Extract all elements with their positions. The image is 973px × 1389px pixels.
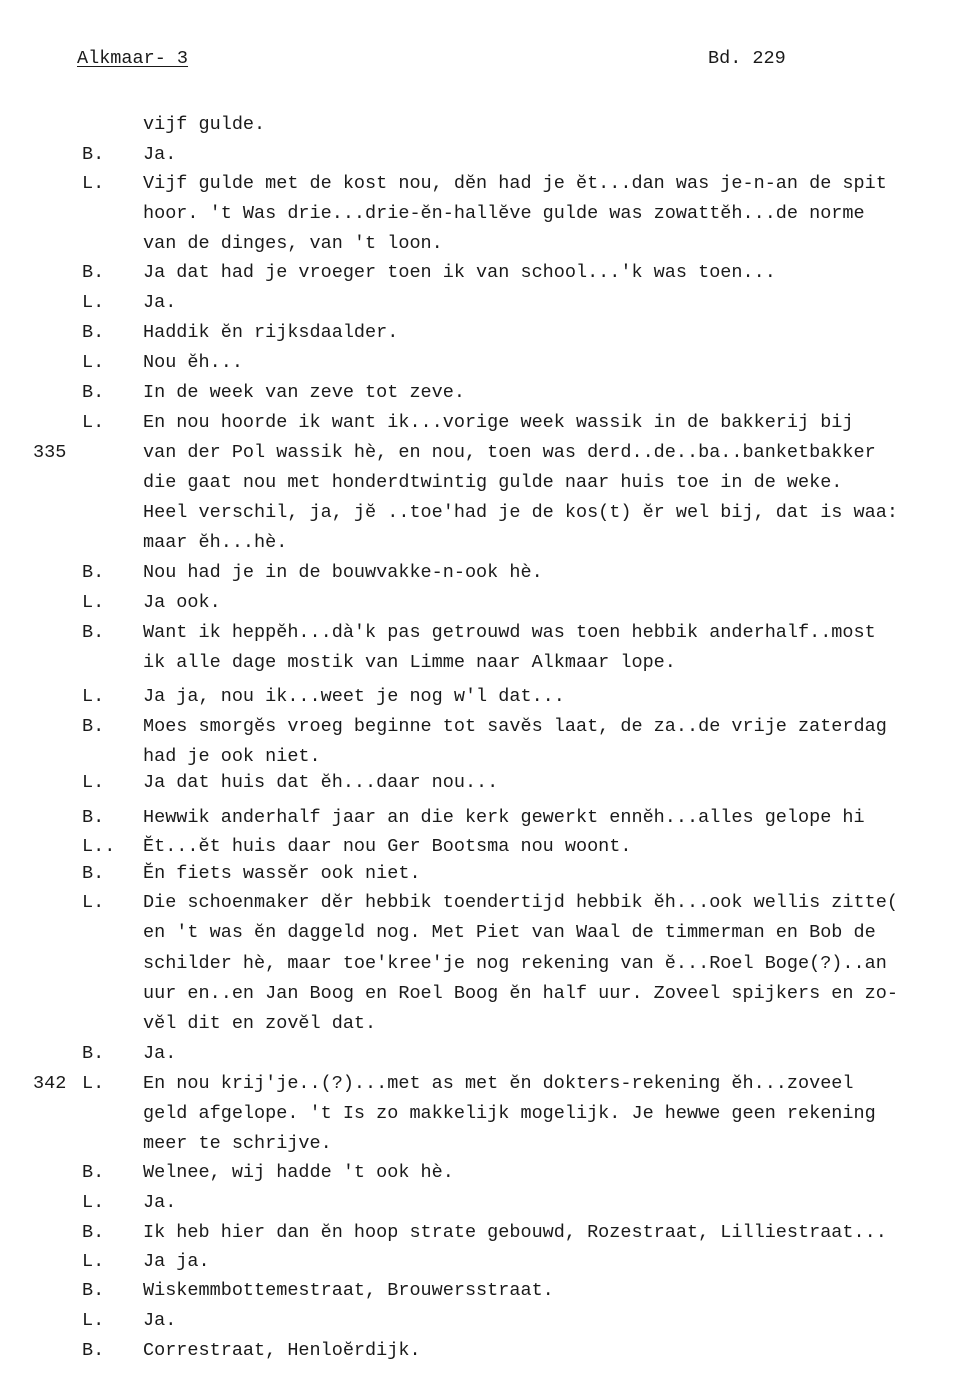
speaker-label: L. (82, 1251, 105, 1272)
utterance-text: Hewwik anderhalf jaar an die kerk gewerkt ennĕh...alles gelope hi (143, 807, 865, 828)
utterance-text: maar ĕh...hè. (143, 532, 288, 553)
speaker-label: L. (82, 892, 105, 913)
speaker-label: B. (82, 807, 105, 828)
speaker-label: B. (82, 1280, 105, 1301)
utterance-text: ik alle dage mostik van Limme naar Alkmaar lope. (143, 652, 676, 673)
utterance-text: Ĕt...ĕt huis daar nou Ger Bootsma nou woont. (143, 836, 632, 857)
speaker-label: L. (82, 1310, 105, 1331)
utterance-text: van der Pol wassik hè, en nou, toen was derd..de..ba..banketbakker (143, 442, 876, 463)
utterance-text: Moes smorgĕs vroeg beginne tot savĕs laat, de za..de vrije zaterdag (143, 716, 887, 737)
speaker-label: B. (82, 144, 105, 165)
utterance-text: Correstraat, Henloĕrdijk. (143, 1340, 421, 1361)
utterance-text: Die schoenmaker dĕr hebbik toendertijd hebbik ĕh...ook wellis zitte( (143, 892, 898, 913)
utterance-text: van de dinges, van 't loon. (143, 233, 443, 254)
utterance-text: uur en..en Jan Boog en Roel Boog ĕn half uur. Zoveel spijkers en zo- (143, 983, 898, 1004)
speaker-label: B. (82, 1340, 105, 1361)
utterance-text: Ja ja. (143, 1251, 210, 1272)
utterance-text: Want ik heppĕh...dà'k pas getrouwd was toen hebbik anderhalf..most (143, 622, 876, 643)
utterance-text: Ja. (143, 144, 177, 165)
speaker-label: B. (82, 1043, 105, 1064)
utterance-text: Nou ĕh... (143, 352, 243, 373)
utterance-text: Ja. (143, 1043, 177, 1064)
utterance-text: Ja ja, nou ik...weet je nog w'l dat... (143, 686, 565, 707)
speaker-label: L. (82, 412, 105, 433)
speaker-label: L. (82, 292, 105, 313)
utterance-text: Haddik ĕn rijksdaalder. (143, 322, 399, 343)
margin-line-number: 342 (33, 1073, 67, 1094)
speaker-label: L. (82, 173, 105, 194)
utterance-text: Welnee, wij hadde 't ook hè. (143, 1162, 454, 1183)
speaker-label: B. (82, 1162, 105, 1183)
utterance-text: vĕl dit en zovĕl dat. (143, 1013, 377, 1034)
margin-line-number: 335 (33, 442, 67, 463)
speaker-label: L. (82, 1192, 105, 1213)
speaker-label: B. (82, 622, 105, 643)
utterance-text: En nou krij'je..(?)...met as met ĕn dokters-rekening ĕh...zoveel (143, 1073, 854, 1094)
utterance-text: vijf gulde. (143, 114, 266, 135)
utterance-text: En nou hoorde ik want ik...vorige week wassik in de bakkerij bij (143, 412, 854, 433)
speaker-label: B. (82, 382, 105, 403)
header-volume: Bd. 229 (708, 48, 786, 69)
utterance-text: die gaat nou met honderdtwintig gulde naar huis toe in de weke. (143, 472, 843, 493)
speaker-label: B. (82, 716, 105, 737)
utterance-text: Ĕn fiets wassĕr ook niet. (143, 863, 421, 884)
utterance-text: Ja dat huis dat ĕh...daar nou... (143, 772, 499, 793)
utterance-text: Ja. (143, 292, 177, 313)
utterance-text: Ja. (143, 1310, 177, 1331)
utterance-text: Nou had je in de bouwvakke-n-ook hè. (143, 562, 543, 583)
speaker-label: L. (82, 592, 105, 613)
utterance-text: meer te schrijve. (143, 1133, 332, 1154)
utterance-text: hoor. 't Was drie...drie-ĕn-hallĕve gulde was zowattĕh...de norme (143, 203, 865, 224)
utterance-text: Ja dat had je vroeger toen ik van school...'k was toen... (143, 262, 776, 283)
speaker-label: L. (82, 772, 105, 793)
speaker-label: L. (82, 686, 105, 707)
utterance-text: geld afgelope. 't Is zo makkelijk mogelijk. Je hewwe geen rekening (143, 1103, 876, 1124)
speaker-label: L.. (82, 836, 116, 857)
speaker-label: B. (82, 1222, 105, 1243)
speaker-label: B. (82, 562, 105, 583)
utterance-text: Vijf gulde met de kost nou, dĕn had je ĕt...dan was je-n-an de spit (143, 173, 887, 194)
utterance-text: Heel verschil, ja, jĕ ..toe'had je de kos(t) ĕr wel bij, dat is waa: (143, 502, 898, 523)
speaker-label: B. (82, 262, 105, 283)
header-location: Alkmaar- 3 (77, 48, 189, 69)
speaker-label: L. (82, 1073, 105, 1094)
utterance-text: Wiskemmbottemestraat, Brouwersstraat. (143, 1280, 554, 1301)
speaker-label: B. (82, 322, 105, 343)
utterance-text: In de week van zeve tot zeve. (143, 382, 465, 403)
utterance-text: Ik heb hier dan ĕn hoop strate gebouwd, Rozestraat, Lilliestraat... (143, 1222, 887, 1243)
utterance-text: had je ook niet. (143, 746, 321, 767)
utterance-text: Ja. (143, 1192, 177, 1213)
speaker-label: B. (82, 863, 105, 884)
utterance-text: Ja ook. (143, 592, 221, 613)
utterance-text: schilder hè, maar toe'kree'je nog rekening van ĕ...Roel Boge(?)..an (143, 953, 887, 974)
utterance-text: en 't was ĕn daggeld nog. Met Piet van Waal de timmerman en Bob de (143, 922, 876, 943)
speaker-label: L. (82, 352, 105, 373)
